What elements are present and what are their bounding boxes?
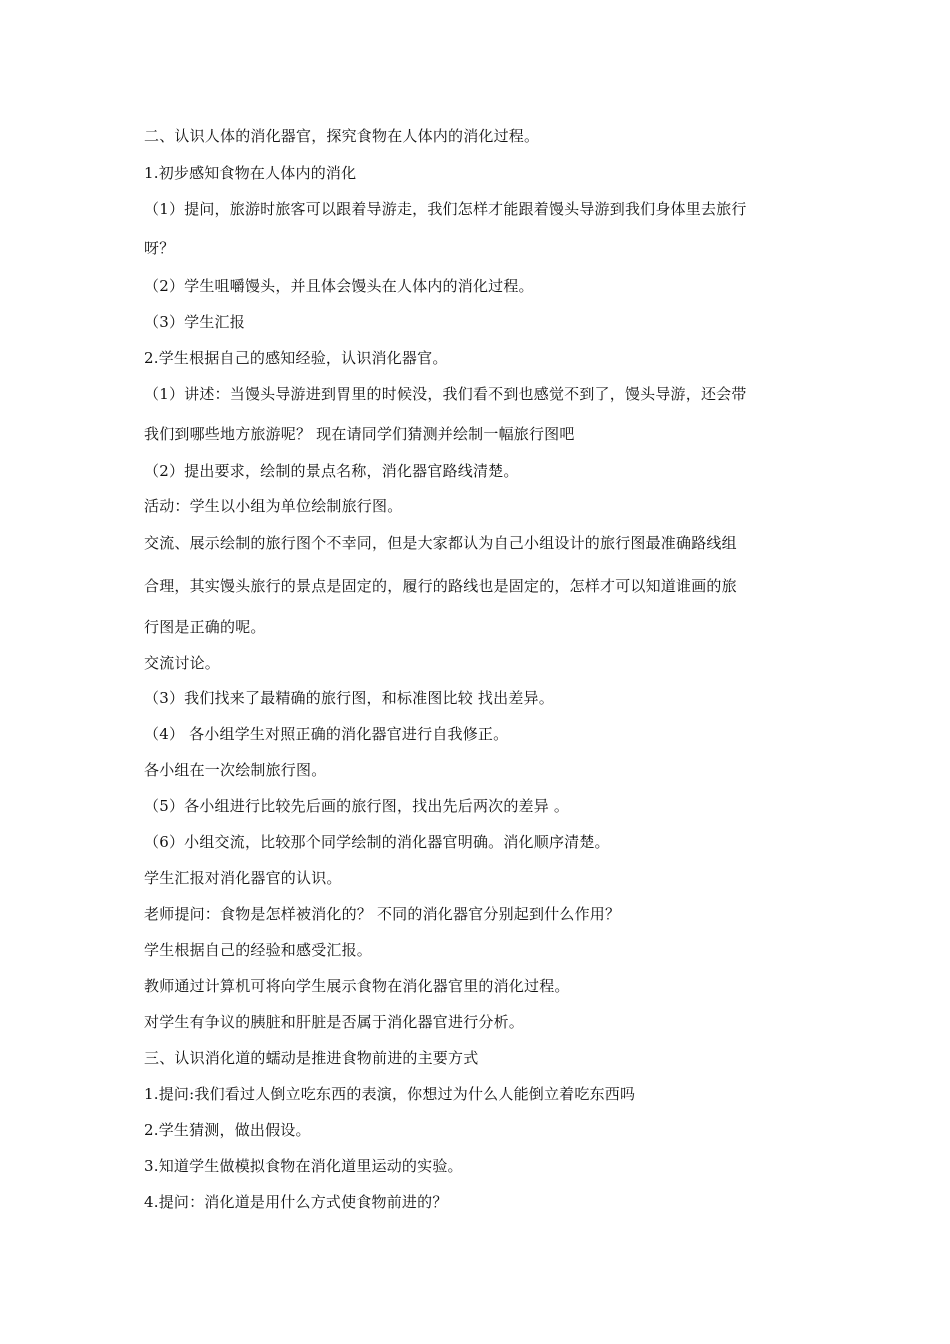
paragraph-line: 1.提问:我们看过人倒立吃东西的表演，你想过为什么人能倒立着吃东西吗 xyxy=(144,1085,636,1103)
paragraph-line: 我们到哪些地方旅游呢？ 现在请同学们猜测并绘制一幅旅行图吧 xyxy=(144,425,575,443)
paragraph-line: 交流讨论。 xyxy=(144,654,221,672)
paragraph-line: 活动：学生以小组为单位绘制旅行图。 xyxy=(144,497,403,515)
paragraph-line: 2.学生猜测，做出假设。 xyxy=(144,1121,311,1139)
paragraph-line: （6）小组交流，比较那个同学绘制的消化器官明确。消化顺序清楚。 xyxy=(144,833,610,851)
paragraph-line: （1）讲述：当馒头导游进到胃里的时候没，我们看不到也感觉不到了，馒头导游，还会带 xyxy=(144,385,747,403)
paragraph-line: 各小组在一次绘制旅行图。 xyxy=(144,761,327,779)
paragraph-line: 教师通过计算机可将向学生展示食物在消化器官里的消化过程。 xyxy=(144,977,570,995)
paragraph-line: 2.学生根据自己的感知经验，认识消化器官。 xyxy=(144,349,448,367)
paragraph-line: （2）提出要求，绘制的景点名称，消化器官路线清楚。 xyxy=(144,462,519,480)
paragraph-line: 4.提问：消化道是用什么方式使食物前进的？ xyxy=(144,1193,448,1211)
paragraph-line: （4） 各小组学生对照正确的消化器官进行自我修正。 xyxy=(144,725,509,743)
paragraph-line: 1.初步感知食物在人体内的消化 xyxy=(144,164,357,182)
paragraph-line: 3.知道学生做模拟食物在消化道里运动的实验。 xyxy=(144,1157,463,1175)
paragraph-line: （3）我们找来了最精确的旅行图，和标准图比较 找出差异。 xyxy=(144,689,554,707)
paragraph-line: 交流、展示绘制的旅行图个不幸同，但是大家都认为自己小组设计的旅行图最准确路线组 xyxy=(144,534,737,552)
paragraph-line: （3）学生汇报 xyxy=(144,313,245,331)
paragraph-line: 学生根据自己的经验和感受汇报。 xyxy=(144,941,373,959)
paragraph-line: 合理，其实馒头旅行的景点是固定的，履行的路线也是固定的，怎样才可以知道谁画的旅 xyxy=(144,577,737,595)
paragraph-line: 学生汇报对消化器官的认识。 xyxy=(144,869,342,887)
paragraph-line: （2）学生咀嚼馒头，并且体会馒头在人体内的消化过程。 xyxy=(144,277,534,295)
paragraph-line: 对学生有争议的胰脏和肝脏是否属于消化器官进行分析。 xyxy=(144,1013,525,1031)
section-heading-2: 二、认识人体的消化器官，探究食物在人体内的消化过程。 xyxy=(144,127,540,145)
paragraph-line: 老师提问：食物是怎样被消化的？ 不同的消化器官分别起到什么作用？ xyxy=(144,905,621,923)
paragraph-line: （1）提问，旅游时旅客可以跟着导游走，我们怎样才能跟着馒头导游到我们身体里去旅行 xyxy=(144,200,747,218)
section-heading-3: 三、认识消化道的蠕动是推进食物前进的主要方式 xyxy=(144,1049,479,1067)
paragraph-line: 呀？ xyxy=(144,239,175,257)
paragraph-line: （5）各小组进行比较先后画的旅行图，找出先后两次的差异 。 xyxy=(144,797,570,815)
paragraph-line: 行图是正确的呢。 xyxy=(144,618,266,636)
